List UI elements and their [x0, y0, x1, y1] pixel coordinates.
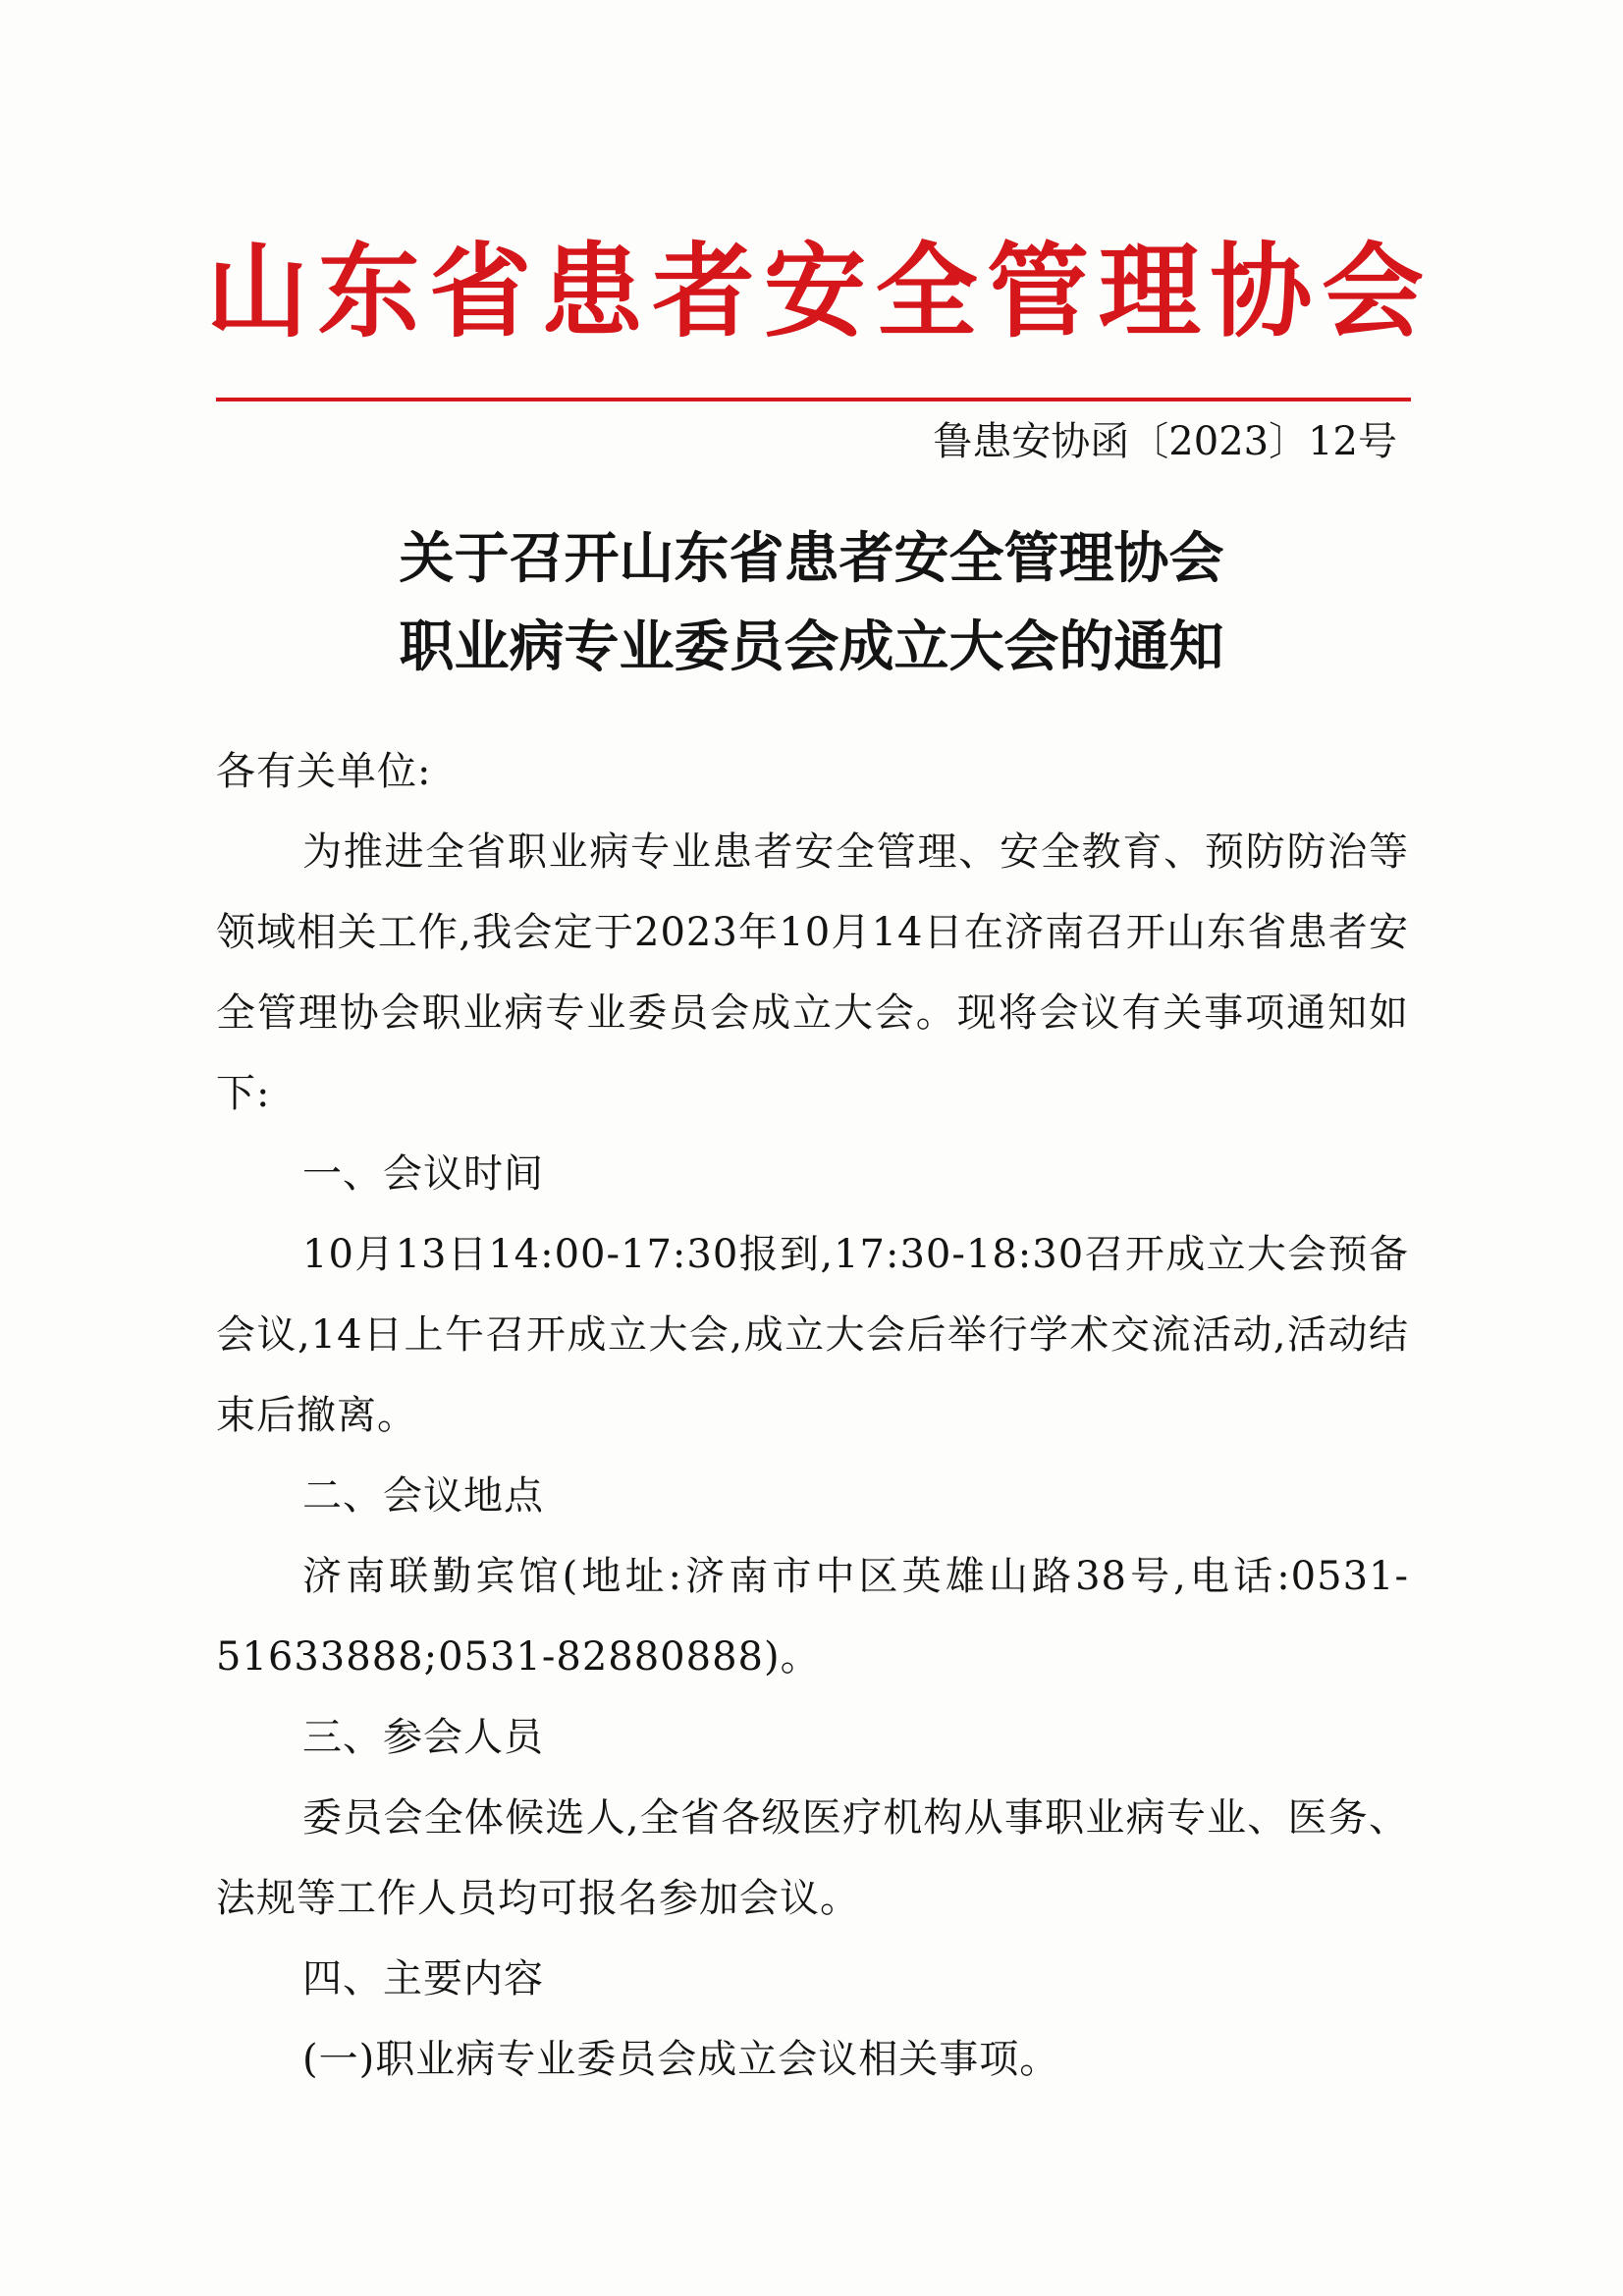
letterhead-char: 全 — [875, 232, 978, 351]
section-text-time: 10月13日14:00-17:30报到,17:30-18:30召开成立大会预备会议,14日上午召开成立大会,成立大会后举行学术交流活动,活动结束后撤离。 — [216, 1232, 1409, 1438]
letterhead-org-name — [206, 228, 1424, 355]
document-title-line-2: 职业病专业委员会成立大会的通知 — [399, 615, 1224, 679]
section-text-attendees: 委员会全体候选人,全省各级医疗机构从事职业病专业、医务、法规等工作人员均可报名参加会议。 — [216, 1795, 1409, 1921]
document-title — [0, 515, 1623, 692]
letterhead-char: 山 — [206, 232, 309, 351]
intro-paragraph: 为推进全省职业病专业患者安全管理、安全教育、预防防治等领域相关工作,我会定于2023年10月14日在济南召开山东省患者安全管理协会职业病专业委员会成立大会。现将会议有关事项通知如下: — [216, 829, 1409, 1116]
letterhead-char: 管 — [987, 232, 1090, 351]
letterhead-char: 协 — [1210, 232, 1313, 351]
section-heading-location: 二、会议地点 — [302, 1473, 544, 1519]
letterhead-char: 东 — [317, 232, 420, 351]
section-text-location: 济南联勤宾馆(地址:济南市中区英雄山路38号,电话:0531-51633888;0531-82880888)。 — [216, 1554, 1409, 1680]
letterhead-char: 安 — [763, 232, 866, 351]
section-heading-attendees: 三、参会人员 — [302, 1715, 544, 1760]
section-content-item-1: (一)职业病专业委员会成立会议相关事项。 — [302, 2037, 1060, 2082]
salutation: 各有关单位: — [216, 749, 432, 794]
section-heading-time: 一、会议时间 — [302, 1151, 544, 1197]
document-body — [216, 731, 1409, 2100]
letterhead-char: 省 — [429, 232, 532, 351]
letterhead-char: 患 — [540, 232, 643, 351]
letterhead-char: 理 — [1098, 232, 1201, 351]
letterhead-red-rule — [216, 398, 1411, 401]
letterhead-char: 者 — [652, 232, 755, 351]
document-number: 鲁患安协函〔2023〕12号 — [933, 419, 1397, 464]
letterhead-char: 会 — [1321, 232, 1424, 351]
document-title-line-1: 关于召开山东省患者安全管理协会 — [399, 527, 1224, 591]
section-heading-content: 四、主要内容 — [302, 1956, 544, 2002]
